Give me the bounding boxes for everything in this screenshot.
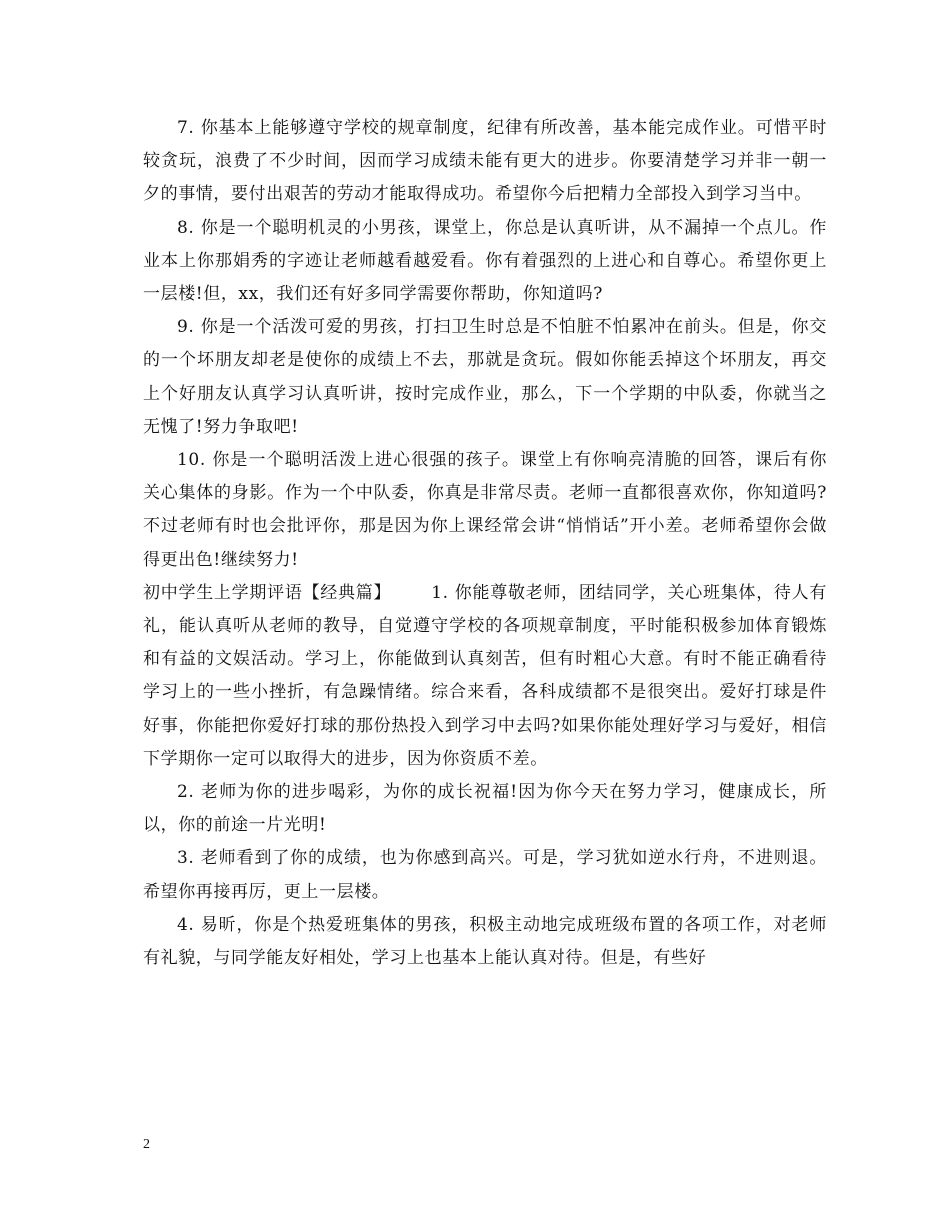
paragraph-item-7: 7. 你基本上能够遵守学校的规章制度，纪律有所改善，基本能完成作业。可惜平时较贪玩，浪费了不少时间，因而学习成绩未能有更大的进步。你要清楚学习并非一朝一夕的事情，要付出艰苦的劳动才能取得成功。希望你今后把精力全部投入到学习当中。 [143,118,827,205]
paragraph-item-3: 3. 老师看到了你的成绩，也为你感到高兴。可是，学习犹如逆水行舟，不进则退。希望你再接再厉，更上一层楼。 [143,848,827,902]
paragraph-item-2: 2. 老师为你的进步喝彩，为你的成长祝福!因为你今天在努力学习，健康成长，所以，你的前途一片光明! [143,782,827,836]
paragraph-item-10: 10. 你是一个聪明活泼上进心很强的孩子。课堂上有你响亮清脆的回答，课后有你关心集体的身影。作为一个中队委，你真是非常尽责。老师一直都很喜欢你，你知道吗?不过老师有时也会批评你，那是因为你上课经常会讲“悄悄话”开小差。老师希望你会做得更出色!继续努力! [143,450,827,570]
section-paragraph [143,577,827,776]
section-heading: 初中学生上学期评语【经典篇】 [143,582,392,603]
paragraph-item-1: 1. 你能尊敬老师，团结同学，关心班集体，待人有礼，能认真听从老师的教导，自觉遵守学校的各项规章制度，平时能积极参加体育锻炼和有益的文娱活动。学习上，你能做到认真刻苦，但有时粗心大意。有时不能正确看待学习上的一些小挫折，有急躁情绪。综合来看，各科成绩都不是很突出。爱好打球是件好事，你能把你爱好打球的那份热投入到学习中去吗?如果你能处理好学习与爱好，相信下学期你一定可以取得大的进步，因为你资质不差。 [143,582,827,769]
paragraph-item-8: 8. 你是一个聪明机灵的小男孩，课堂上，你总是认真听讲，从不漏掉一个点儿。作业本上你那娟秀的字迹让老师越看越爱看。你有着强烈的上进心和自尊心。希望你更上一层楼!但，xx，我们还有好多同学需要你帮助，你知道吗? [143,217,827,305]
document-body [143,112,827,975]
paragraph-item-9: 9. 你是一个活泼可爱的男孩，打扫卫生时总是不怕脏不怕累冲在前头。但是，你交的一个坏朋友却老是使你的成绩上不去，那就是贪玩。假如你能丢掉这个坏朋友，再交上个好朋友认真学习认真听讲，按时完成作业，那么，下一个学期的中队委，你就当之无愧了!努力争取吧! [143,317,827,437]
paragraph-item-4: 4. 易昕，你是个热爱班集体的男孩，积极主动地完成班级布置的各项工作，对老师有礼貌，与同学能友好相处，学习上也基本上能认真对待。但是，有些好 [143,914,827,969]
page-number: 2 [143,1137,150,1152]
